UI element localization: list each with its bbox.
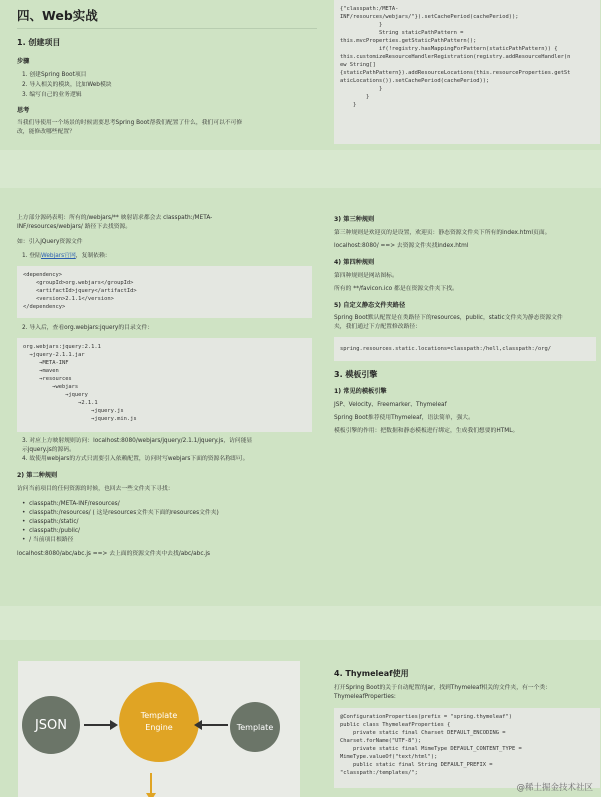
template-circle	[230, 702, 280, 752]
code-line: this.customizeResourceHandlerRegistration(registry.addResourceHandler(n	[340, 54, 571, 60]
arrow-down-icon	[144, 773, 158, 797]
code-line: →maven	[23, 368, 59, 374]
heading-steps: 步骤	[17, 58, 30, 65]
list-item-text: classpath:/public/	[29, 528, 80, 534]
list-item: • classpath:/resources/ ( 这是resources文件夹下面的resources文件夹)	[22, 510, 219, 516]
json-label: JSON	[34, 717, 68, 733]
heading-create-project: 1. 创建项目	[17, 38, 61, 47]
code-line: </dependency>	[23, 304, 66, 310]
list-item: • / 当前项目根路径	[22, 537, 74, 543]
template-engine-diagram	[18, 661, 300, 797]
intro-line: INF/resources/webjars/ 路径下去找资源。	[17, 224, 132, 230]
heading-rule-5: 5) 自定义静态文件夹路径	[334, 302, 406, 309]
code-line: MimeType.valueOf("text/html");	[340, 754, 438, 760]
divider	[17, 28, 317, 29]
code-line: String staticPathPattern =	[340, 30, 464, 36]
code-line: <artifactId>jquery</artifactId>	[23, 288, 137, 294]
heading-rule-3: 3) 第三种规则	[334, 216, 375, 223]
step-1	[17, 252, 312, 261]
heading-rule-2: 2) 第二种规则	[17, 472, 58, 479]
code-block-static-locations	[334, 337, 596, 361]
code-line: }	[340, 86, 383, 92]
heading-thymeleaf: 4. Thymeleaf使用	[334, 669, 409, 678]
list-item: • classpath:/static/	[22, 519, 79, 525]
code-line: public class ThymeleafProperties {	[340, 722, 451, 728]
template-engine-circle	[119, 682, 199, 762]
rule-5-paragraph	[334, 314, 596, 332]
steps-list	[17, 70, 317, 100]
code-line: ew String[]	[340, 62, 376, 68]
page-section-static-resources	[0, 188, 601, 606]
engine-label-line: Engine	[145, 723, 173, 732]
code-line: →webjars	[23, 384, 79, 390]
step-3-line: 示jquery.js的源码。	[22, 447, 75, 453]
engine-label-line: Template	[140, 711, 178, 720]
code-line: →jquery.js	[23, 408, 124, 414]
code-line: INF/resources/webjars/"}).setCachePeriod(cachePeriod));	[340, 14, 519, 20]
code-line: {staticPathPattern}).addResourceLocations(this.resourceProperties.getSt	[340, 70, 571, 76]
thymeleaf-line: 打开Spring Boot的关于自动配置的jar，找到Thymeleaf相关的文件夹，有一个类：	[334, 685, 551, 691]
list-item: • classpath:/public/	[22, 528, 80, 534]
page-section-thymeleaf	[0, 640, 601, 797]
json-circle	[22, 696, 80, 754]
think-line: 当我们导使用一个场景的时候需要思考Spring Boot帮我们配置了什么，我们可以不可修	[17, 120, 243, 126]
engine-effect-text: 模板引擎的作用：把数据和静态模板进行绑定，生成我们想要的HTML。	[334, 428, 519, 434]
step-1-prefix: 1. 登陆	[22, 253, 41, 259]
right-column	[334, 668, 600, 788]
code-line: <version>2.1.1</version>	[23, 296, 114, 302]
example-text: 如：引入jQuery资源文件	[17, 239, 83, 245]
code-line: private static final Charset DEFAULT_ENCODING =	[340, 730, 506, 736]
code-line: →resources	[23, 376, 72, 382]
code-line: spring.resources.static.locations=classpath:/hell,classpath:/org/	[340, 346, 551, 352]
code-line: private static final MimeType DEFAULT_CONTENT_TYPE =	[340, 746, 522, 752]
rule-2-text: 访问当前项目的任何资源的时候，也回去一些文件夹下寻找：	[17, 486, 174, 492]
step-4: 4. 故使用webjars的方式只需要引入依赖配置，访问时写webjars下面的资源名称即可。	[22, 456, 249, 462]
section-title: 四、Web实战	[17, 8, 98, 23]
heading-template-engine: 3. 模板引擎	[334, 370, 378, 379]
intro-line: 上方部分源码表明：所有的/webjars/** 映射请求都会去 classpath:/META-	[17, 215, 213, 221]
code-line: if(!registry.hasMappingForPattern(staticPathPattern)) {	[340, 46, 558, 52]
code-line: {"classpath:/META-	[340, 6, 399, 12]
code-line: →jquery.min.js	[23, 416, 137, 422]
arrow-right-icon	[84, 719, 118, 731]
code-line: }	[340, 94, 370, 100]
classpath-list	[17, 500, 312, 545]
code-block-dependency	[17, 266, 312, 318]
right-column	[334, 214, 596, 436]
thymeleaf-paragraph	[334, 684, 600, 702]
step-1-suffix: ，复制依赖：	[75, 253, 111, 259]
rule-4-text: 所有的 **/favicon.ico 都是在资源文件夹下找。	[334, 286, 458, 292]
code-line: Charset.forName("UTF-8");	[340, 738, 422, 744]
code-line: →jquery-2.1.1.jar	[23, 352, 85, 358]
rule-3-example: localhost:8080/ ==> 去资源文件夹找index.html	[334, 243, 469, 249]
think-line: 改，能修改哪些配置？	[17, 129, 75, 135]
step-item: 2. 导入相关的模块，比如Web模块	[22, 82, 112, 88]
rule-4-text: 第四种规则是网站图标。	[334, 273, 398, 279]
code-line: @ConfigurationProperties(prefix = "spring.thymeleaf")	[340, 714, 513, 720]
code-line: "classpath:/templates/";	[340, 770, 418, 776]
code-line: →2.1.1	[23, 400, 98, 406]
list-item-text: / 当前项目根路径	[29, 537, 74, 543]
code-line: public static final String DEFAULT_PREFIX =	[340, 762, 493, 768]
list-item-text: classpath:/resources/ ( 这是resources文件夹下面的resources文件夹)	[29, 510, 219, 516]
step-item: 3. 编写自己的业务逻辑	[22, 92, 82, 98]
rule-3-text: 第三种规则是欢迎页的是设置，欢迎页：静态资源文件夹下所有的index.html页面。	[334, 230, 551, 236]
step-2: 2. 导入后，查看org.webjars:jquery的目录文件：	[22, 325, 154, 331]
webjars-link[interactable]: Webjars官网	[40, 253, 76, 259]
code-line: <dependency>	[23, 272, 62, 278]
recommend-text: Spring Boot推荐使用Thymeleaf，语法简单，强大。	[334, 415, 474, 421]
step-3	[17, 437, 312, 455]
arrow-left-icon	[194, 719, 228, 731]
code-block-directory	[17, 338, 312, 432]
rule-2-example: localhost:8080/abc/abc.js ==> 去上面的资源文件夹中去找/abc/abc.js	[17, 551, 210, 557]
heading-rule-4: 4) 第四种规则	[334, 259, 375, 266]
code-line: →jquery	[23, 392, 88, 398]
template-label: Template	[236, 722, 274, 732]
left-column	[17, 6, 317, 137]
heading-common-engines: 1) 常见的模板引擎	[334, 388, 387, 395]
page-section-web-practice	[0, 0, 601, 150]
left-column	[17, 214, 312, 559]
thymeleaf-line: ThymeleafProperties:	[334, 694, 396, 700]
rule-5-line: Spring Boot默认配置是在类路径下的resources，public，static文件夹为静态资源文件	[334, 315, 563, 321]
heading-think: 思考	[17, 107, 30, 114]
code-line: aticLocations()).setCachePeriod(cachePeriod));	[340, 78, 490, 84]
code-line: →META-INF	[23, 360, 69, 366]
code-line: this.mvcProperties.getStaticPathPattern();	[340, 38, 477, 44]
code-block-thymeleaf-properties	[334, 708, 600, 788]
rule-5-line: 夹，我们通过下方配置修改路径：	[334, 324, 421, 330]
watermark: @稀土掘金技术社区	[516, 783, 593, 793]
engine-list: JSP、Velocity、Freemarker、Thymeleaf	[334, 402, 447, 408]
step-item: 1. 创建Spring Boot项目	[22, 72, 87, 78]
code-line: }	[340, 102, 357, 108]
code-line: org.webjars:jquery:2.1.1	[23, 344, 101, 350]
code-line: <groupId>org.webjars</groupId>	[23, 280, 134, 286]
list-item-text: classpath:/static/	[29, 519, 79, 525]
list-item: • classpath:/META-INF/resources/	[22, 501, 120, 507]
code-line: }	[340, 22, 383, 28]
step-3-line: 3. 对应上方映射规则访问：localhost:8080/webjars/jquery/2.1.1/jquery.js，访问能显	[22, 438, 253, 444]
think-paragraph	[17, 119, 317, 137]
code-block-resource-handler	[334, 0, 600, 144]
list-item-text: classpath:/META-INF/resources/	[29, 501, 120, 507]
